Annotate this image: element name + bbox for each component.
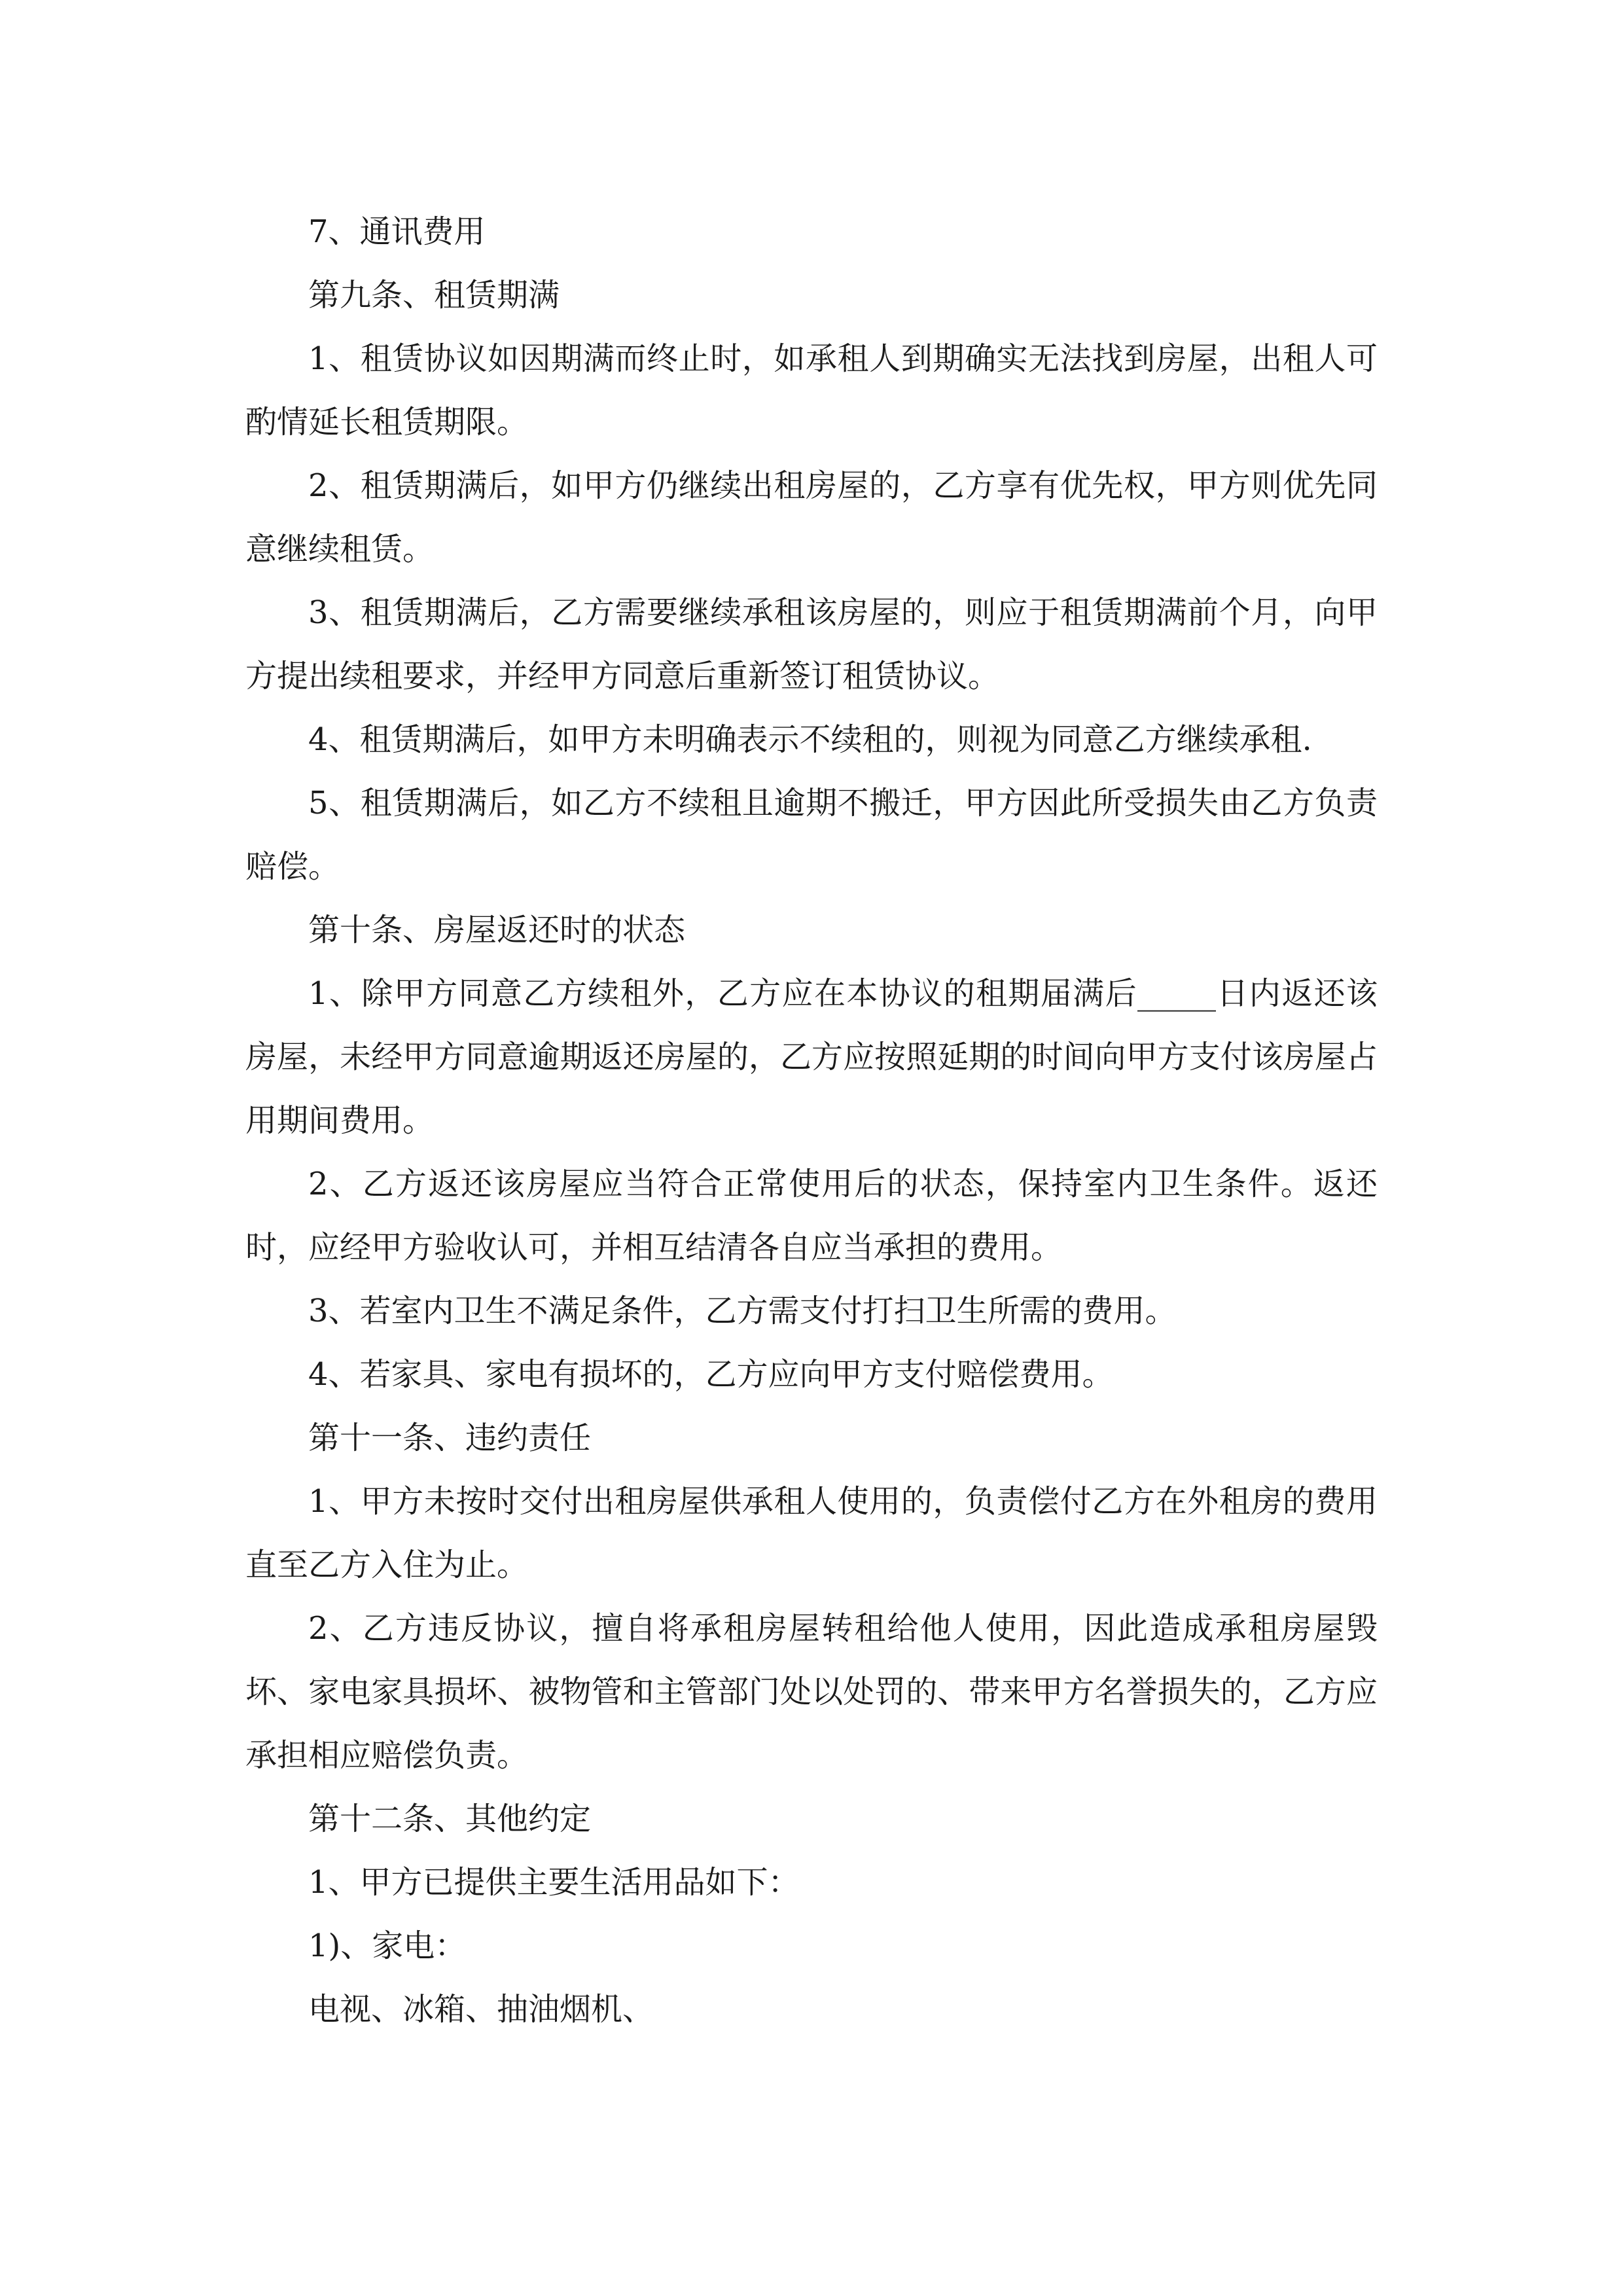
document-body [245, 200, 1378, 2041]
clause-9-4: 4、租赁期满后，如甲方未明确表示不续租的，则视为同意乙方继续承租. [308, 721, 1312, 758]
section-heading-article-11: 第十一条、违约责任 [308, 1420, 592, 1456]
clause-12-1: 1、甲方已提供主要生活用品如下： [308, 1864, 800, 1901]
sub-item-appliances: 1)、家电： [308, 1928, 467, 1964]
section-heading-article-9: 第九条、租赁期满 [308, 277, 560, 314]
clause-10-2: 2、乙方返还该房屋应当符合正常使用后的状态，保持室内卫生条件。返还时，应经甲方验收认可，并相互结清各自应当承担的费用。 [245, 1166, 1378, 1266]
clause-9-2: 2、租赁期满后，如甲方仍继续出租房屋的，乙方享有优先权，甲方则优先同意继续租赁。 [245, 467, 1378, 567]
section-heading-article-12: 第十二条、其他约定 [308, 1801, 592, 1837]
list-item-communication-fee: 7、通讯费用 [308, 213, 486, 250]
clause-9-5: 5、租赁期满后，如乙方不续租且逾期不搬迁，甲方因此所受损失由乙方负责赔偿。 [245, 785, 1378, 885]
clause-11-2: 2、乙方违反协议，擅自将承租房屋转租给他人使用，因此造成承租房屋毁坏、家电家具损坏、被物管和主管部门处以处罚的、带来甲方名誉损失的，乙方应承担相应赔偿负责。 [245, 1610, 1378, 1774]
section-heading-article-10: 第十条、房屋返还时的状态 [308, 912, 686, 948]
clause-10-3: 3、若室内卫生不满足条件，乙方需支付打扫卫生所需的费用。 [308, 1293, 1177, 1329]
clause-9-3: 3、租赁期满后，乙方需要继续承租该房屋的，则应于租赁期满前个月，向甲方提出续租要求，并经甲方同意后重新签订租赁协议。 [245, 594, 1378, 694]
clause-11-1: 1、甲方未按时交付出租房屋供承租人使用的，负责偿付乙方在外租房的费用直至乙方入住为止。 [245, 1483, 1378, 1583]
clause-10-1: 1、除甲方同意乙方续租外，乙方应在本协议的租期届满后_____日内返还该房屋，未经甲方同意逾期返还房屋的，乙方应按照延期的时间向甲方支付该房屋占用期间费用。 [245, 975, 1378, 1139]
appliance-list: 电视、冰箱、抽油烟机、 [308, 1991, 654, 2028]
clause-10-4: 4、若家具、家电有损坏的，乙方应向甲方支付赔偿费用。 [308, 1356, 1114, 1393]
clause-9-1: 1、租赁协议如因期满而终止时，如承租人到期确实无法找到房屋，出租人可酌情延长租赁期限。 [245, 340, 1378, 440]
